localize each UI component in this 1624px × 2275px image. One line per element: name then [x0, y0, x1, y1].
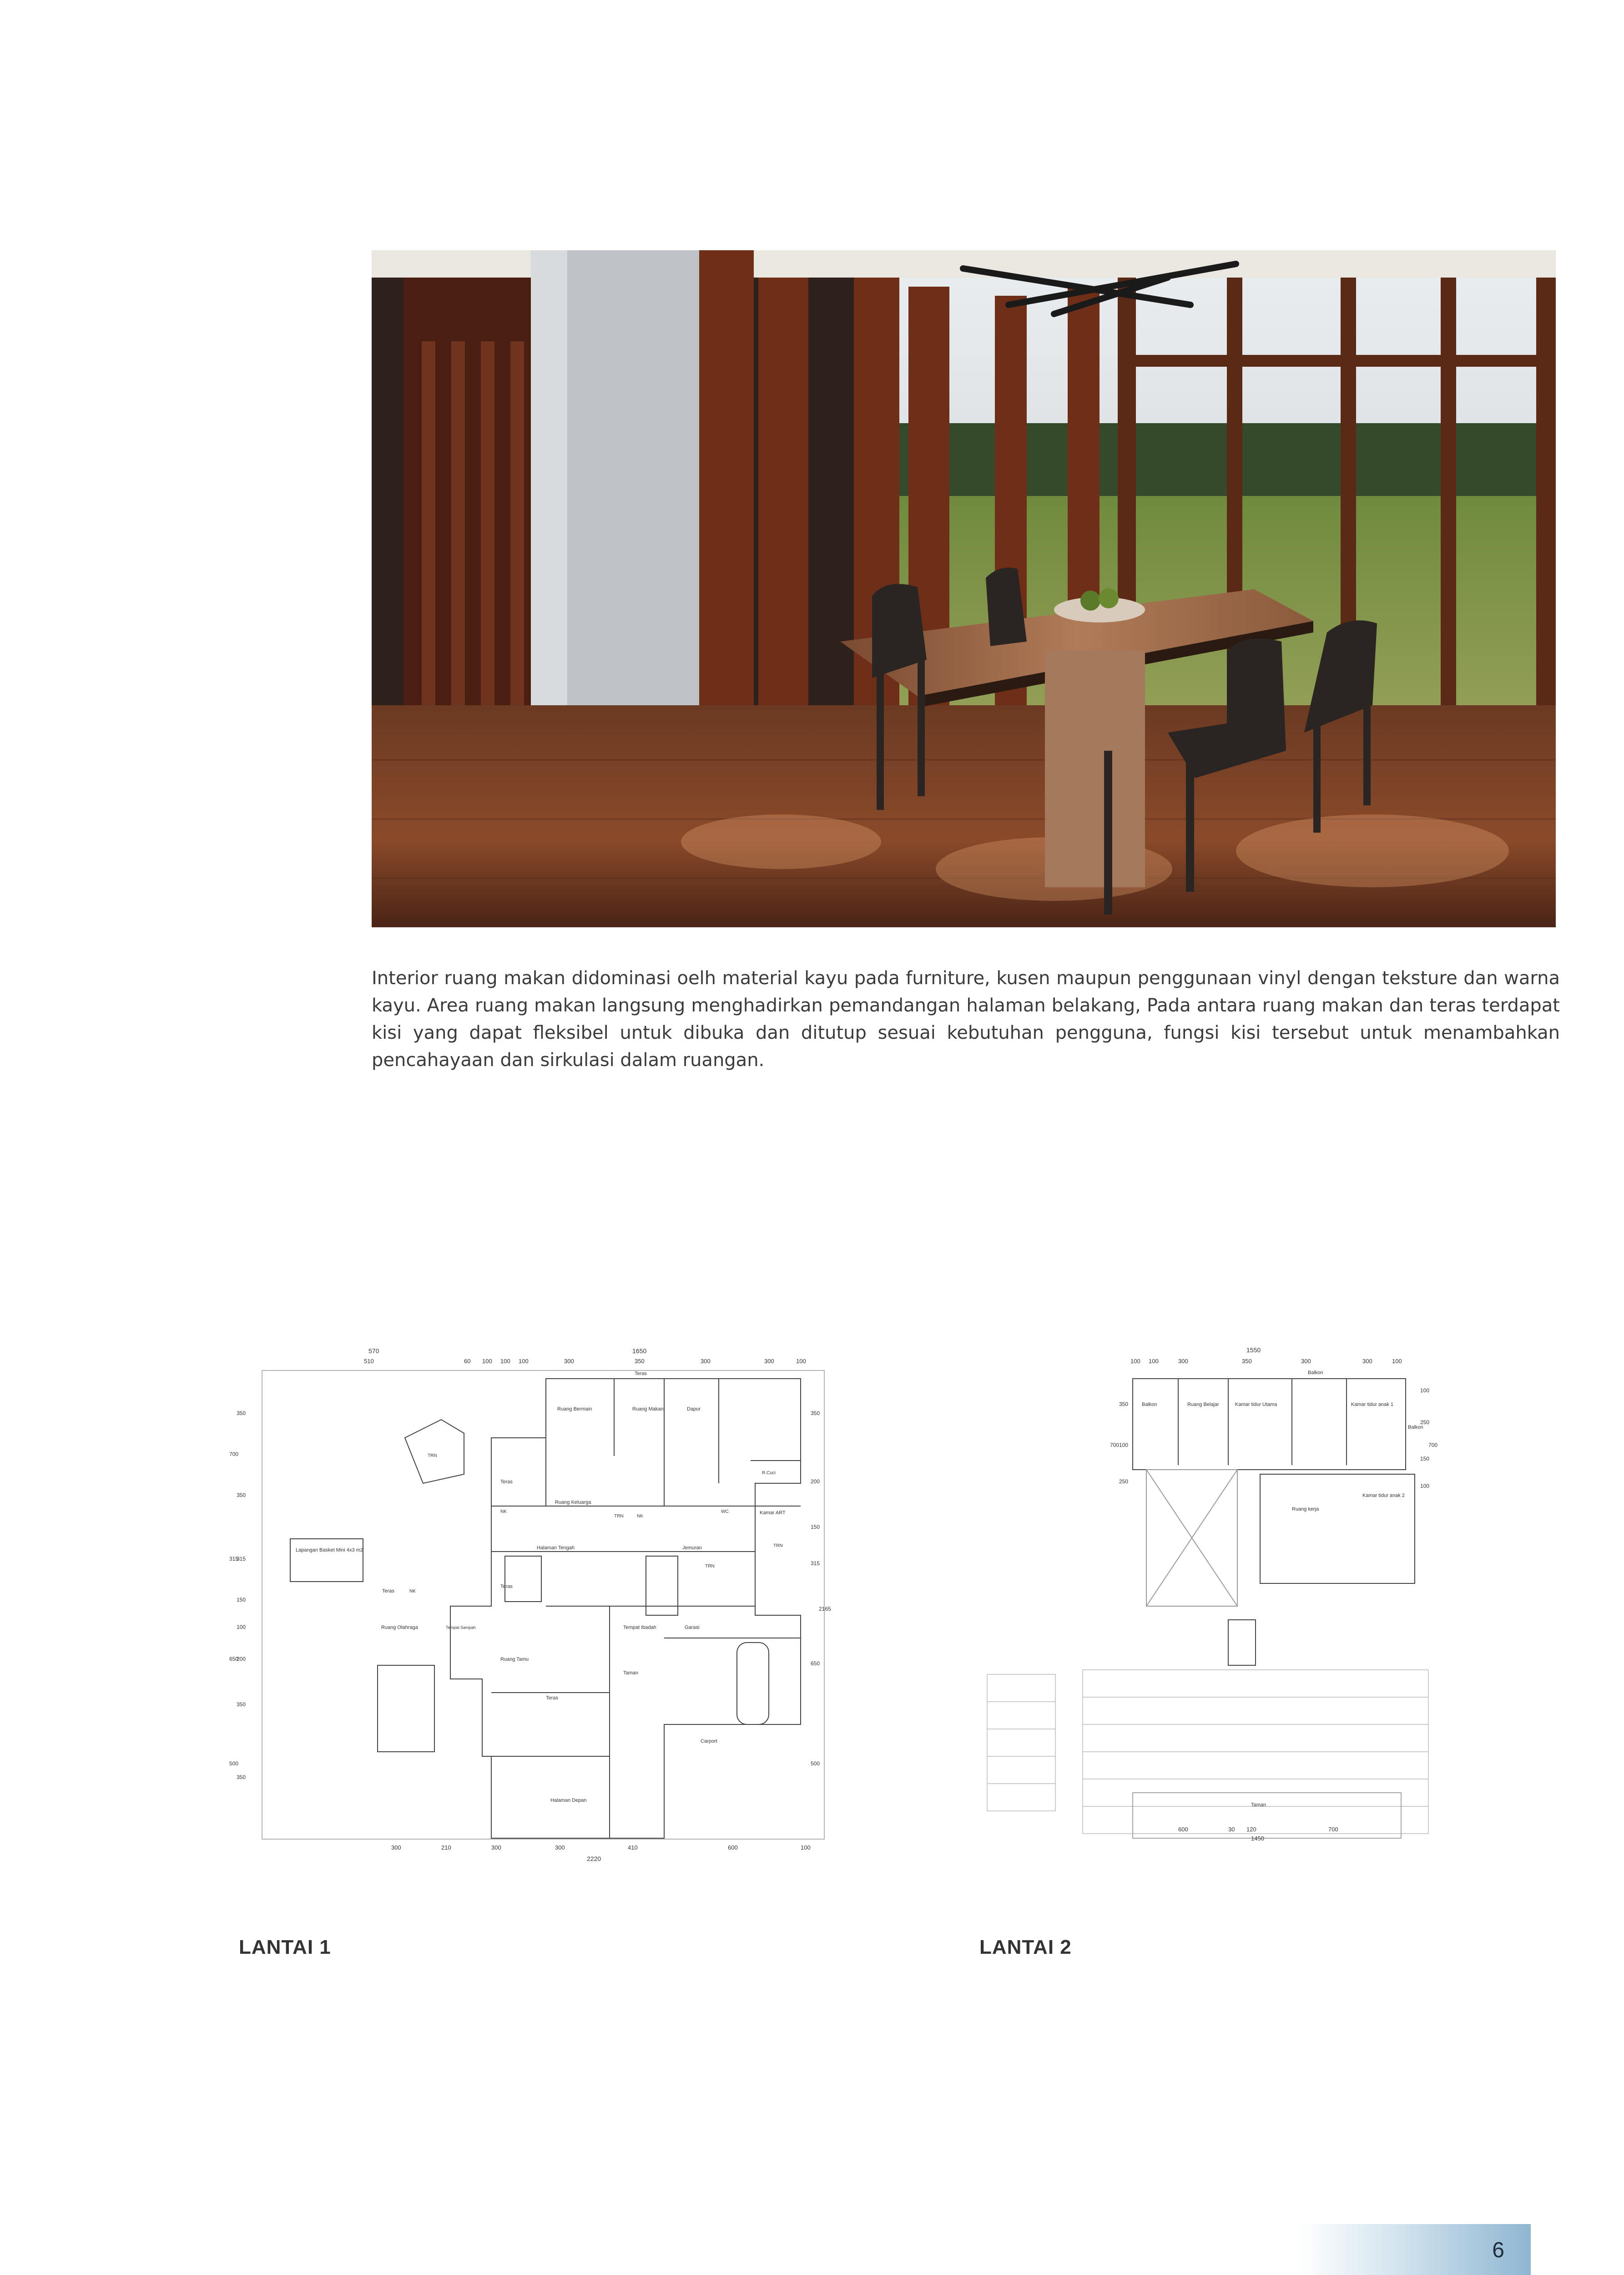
dim-right: 250: [1420, 1419, 1430, 1426]
dim-left: 700: [229, 1451, 239, 1457]
floor-plan-2-drawing: [973, 1347, 1447, 1847]
room-label: Ruang Olahraga: [381, 1625, 418, 1630]
room-label: Dapur: [687, 1406, 701, 1412]
room-label: Carport: [701, 1739, 717, 1744]
page-number-tab: [1299, 2224, 1531, 2275]
dim-right: 100: [1420, 1483, 1430, 1489]
dim-top-total-2: 1650: [632, 1347, 647, 1355]
dim-bottom: 100: [801, 1844, 811, 1851]
page-number: 6: [1492, 2238, 1504, 2262]
room-label: R.Cuci: [762, 1471, 776, 1476]
room-label: Teras: [635, 1371, 647, 1376]
dim-top: 100: [482, 1358, 492, 1365]
dim-left: 350: [237, 1774, 246, 1780]
room-label: TRN: [428, 1453, 437, 1458]
dim-top: 300: [564, 1358, 574, 1365]
dim-bottom: 410: [628, 1844, 638, 1851]
room-label: Ruang Keluarga: [555, 1500, 591, 1505]
dining-room-render: [372, 250, 1556, 927]
room-label: Ruang Belajar: [1187, 1402, 1219, 1407]
dim-top: 60: [464, 1358, 471, 1365]
dim-bottom: 700: [1328, 1826, 1338, 1833]
dim-bottom: 600: [1178, 1826, 1188, 1833]
dim-left: 350: [237, 1701, 246, 1708]
room-label: Balkon: [1408, 1425, 1423, 1430]
room-label: Kamar tidur anak 1: [1351, 1402, 1393, 1407]
room-label: Halaman Depan: [550, 1798, 587, 1803]
room-label: NK: [409, 1589, 416, 1594]
render-caption: Interior ruang makan didominasi oelh material kayu pada furniture, kusen maupun penggunaan vinyl dengan teksture dan warna kayu. Area ruang makan langsung menghadirkan pemandangan halaman belakang, Pada antara ruang makan dan teras terdapat kisi yang dapat fleksibel untuk dibuka dan ditutup sesuai kebutuhan pengguna, fungsi kisi tersebut untuk menambahkan pencahayaan dan sirkulasi dalam ruangan.: [372, 968, 1560, 1071]
dim-right: 200: [811, 1478, 820, 1485]
dim-right: 100: [1420, 1387, 1430, 1394]
floor-plan-1-drawing: [227, 1347, 873, 1875]
dim-top: 510: [364, 1358, 374, 1365]
room-label: Ruang kerja: [1292, 1507, 1319, 1512]
dim-right: 2165: [819, 1606, 831, 1612]
dim-right: 700: [1428, 1442, 1438, 1448]
dim-top: 300: [1301, 1358, 1311, 1365]
dim-top: 100: [1392, 1358, 1402, 1365]
dim-bottom-total: 1450: [1251, 1835, 1264, 1842]
dim-left: 100: [237, 1624, 246, 1630]
floor-1-label: LANTAI 1: [239, 1936, 331, 1958]
dim-left: 100: [1119, 1442, 1129, 1448]
dim-top-total: 1550: [1246, 1347, 1261, 1354]
room-label: Garasi: [685, 1625, 700, 1630]
room-label: Tempat Ibadah: [623, 1625, 656, 1630]
room-label: Tempat Sampah: [446, 1625, 476, 1630]
dim-bottom: 300: [391, 1844, 401, 1851]
room-label: NK: [637, 1514, 643, 1519]
room-label: Taman: [1251, 1802, 1266, 1808]
room-label: Taman: [623, 1670, 639, 1676]
dim-right: 350: [811, 1410, 820, 1416]
dim-bottom: 300: [555, 1844, 565, 1851]
dim-bottom: 300: [491, 1844, 501, 1851]
dim-top-total: 570: [368, 1347, 379, 1355]
room-label: Kamar ART: [760, 1510, 786, 1516]
dim-left: 350: [1119, 1401, 1129, 1407]
room-label: WC: [721, 1509, 729, 1514]
dim-left: 315: [237, 1556, 246, 1562]
floor-plan-2: [973, 1347, 1447, 1847]
dim-top: 300: [764, 1358, 774, 1365]
room-label: Teras: [500, 1584, 513, 1589]
room-label: Kamar tidur anak 2: [1362, 1493, 1405, 1498]
dim-bottom-total: 2220: [587, 1855, 601, 1862]
room-label: Ruang Bermain: [557, 1406, 592, 1412]
dim-bottom: 30: [1228, 1826, 1235, 1833]
dim-right: 650: [811, 1660, 820, 1667]
dim-left: 150: [237, 1597, 246, 1603]
hero-image: [372, 250, 1556, 927]
room-label: TRN: [705, 1564, 715, 1569]
dim-left: 700: [1110, 1442, 1120, 1448]
dim-top: 100: [1130, 1358, 1140, 1365]
dim-right: 500: [811, 1760, 820, 1767]
dim-right: 150: [1420, 1456, 1430, 1462]
room-label: Lapangan Basket Mini 4x3 m2: [296, 1547, 363, 1553]
dim-left: 315: [229, 1556, 239, 1562]
room-label: Ruang Makan: [632, 1406, 664, 1412]
dim-bottom: 210: [441, 1844, 451, 1851]
room-label: Teras: [382, 1588, 394, 1594]
dim-right: 150: [811, 1524, 820, 1530]
dim-top: 100: [519, 1358, 529, 1365]
dim-top: 300: [701, 1358, 711, 1365]
dim-top: 100: [500, 1358, 510, 1365]
dim-left: 500: [229, 1760, 239, 1767]
dim-left: 350: [237, 1410, 246, 1416]
floor-2-label: LANTAI 2: [979, 1936, 1072, 1958]
dim-left: 650: [229, 1656, 239, 1662]
room-label: Kamar tidur Utama: [1235, 1402, 1277, 1407]
dim-top: 300: [1362, 1358, 1372, 1365]
dim-left: 350: [237, 1492, 246, 1498]
dim-bottom: 120: [1246, 1826, 1256, 1833]
dim-top: 350: [1242, 1358, 1252, 1365]
room-label: Teras: [500, 1479, 513, 1485]
dim-top: 300: [1178, 1358, 1188, 1365]
room-label: Balkon: [1308, 1370, 1323, 1375]
dim-top: 350: [635, 1358, 645, 1365]
room-label: TRN: [614, 1514, 624, 1519]
room-label: Halaman Tengah: [537, 1545, 575, 1551]
dim-left: 200: [237, 1656, 246, 1662]
dim-left: 250: [1119, 1478, 1129, 1485]
room-label: Balkon: [1142, 1402, 1157, 1407]
room-label: Teras: [546, 1695, 558, 1701]
room-label: Ruang Tamu: [500, 1657, 529, 1662]
dim-right: 315: [811, 1560, 820, 1567]
dim-top: 100: [1149, 1358, 1159, 1365]
dim-top: 100: [796, 1358, 806, 1365]
floor-plan-1: [227, 1347, 873, 1875]
room-label: Jemuran: [682, 1545, 702, 1551]
room-label: NK: [500, 1509, 507, 1514]
dim-bottom: 600: [728, 1844, 738, 1851]
room-label: TRN: [773, 1543, 783, 1548]
